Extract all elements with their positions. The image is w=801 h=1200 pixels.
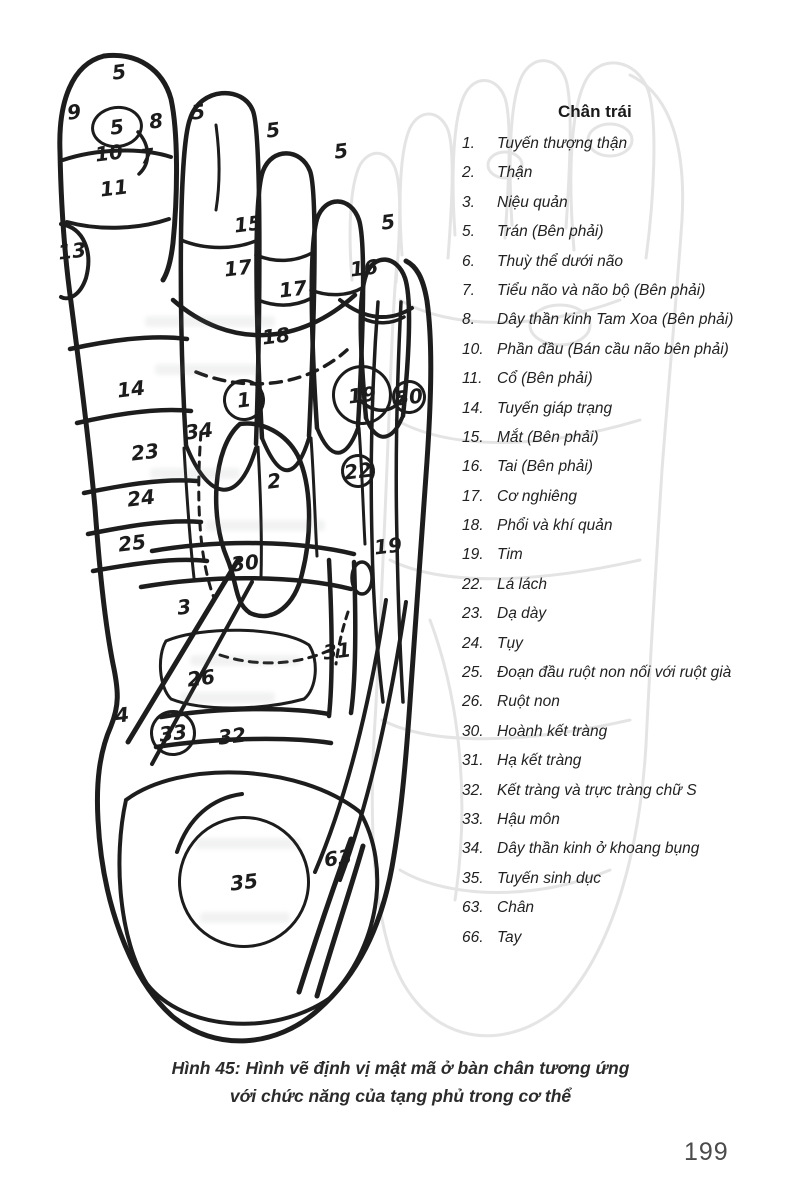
zone-number-label: 34: [183, 417, 215, 445]
legend-item-number: 2.: [462, 164, 475, 182]
zone-number-label: 3: [175, 594, 193, 620]
legend-item-label: Tuyến sinh dục: [497, 869, 601, 887]
legend-item: [462, 311, 801, 340]
zone-number-label: 25: [116, 529, 148, 557]
legend-item-label: Phổi và khí quản: [497, 517, 613, 535]
page-number: 199: [684, 1138, 729, 1166]
legend-item-number: 34.: [462, 840, 484, 858]
legend-item-number: 5.: [462, 223, 475, 241]
zone-number-label: 26: [185, 664, 217, 692]
legend-item-number: 30.: [462, 722, 484, 740]
legend-item-label: Tim: [497, 546, 523, 564]
legend-item-label: Cơ nghiêng: [497, 487, 578, 505]
zone-number-label: 1: [221, 377, 268, 424]
legend-item-label: Tay: [497, 928, 522, 946]
legend-item-number: 66.: [462, 928, 484, 946]
zone-number-label: 32: [216, 722, 248, 750]
legend-item: [462, 488, 801, 517]
legend-item-label: Hoành kết tràng: [497, 722, 608, 740]
legend-item-label: Cổ (Bên phải): [497, 370, 593, 388]
zone-number-label: 11: [98, 174, 130, 202]
zone-number-label: 13: [56, 237, 88, 265]
legend-item-number: 22.: [462, 575, 484, 593]
legend-item-number: 11.: [462, 370, 483, 388]
legend-item-label: Tụy: [497, 634, 523, 652]
legend-item-label: Niệu quản: [497, 193, 568, 211]
legend-title: Chân trái: [558, 102, 632, 121]
legend-item-number: 17.: [462, 487, 484, 505]
legend-item: [462, 811, 801, 840]
legend-item-label: Kết tràng và trực tràng chữ S: [497, 781, 697, 799]
legend-item: [462, 517, 801, 546]
legend-item: [462, 723, 801, 752]
legend-item-label: Dây thần kinh ở khoang bụng: [497, 840, 700, 858]
legend-item: [462, 253, 801, 282]
legend-item: [462, 370, 801, 399]
legend-item: [462, 870, 801, 899]
legend-item: [462, 341, 801, 370]
legend-item-number: 24.: [462, 634, 484, 652]
legend-item-number: 31.: [462, 752, 484, 770]
caption-line-1: Hình 45: Hình vẽ định vị mật mã ở bàn chân tương ứng: [171, 1058, 630, 1078]
zone-number-label: 5: [110, 59, 128, 85]
zone-number-label: 14: [115, 375, 147, 403]
legend-item-number: 25.: [462, 664, 484, 682]
legend-item-label: Phần đầu (Bán cầu não bên phải): [497, 340, 729, 358]
zone-number-label: 4: [113, 702, 131, 728]
legend-item-number: 35.: [462, 869, 484, 887]
legend-item-label: Tuyến giáp trạng: [497, 399, 613, 417]
zone-number-label: 5: [264, 117, 282, 143]
zone-number-label: 31: [321, 637, 353, 665]
legend: [462, 102, 801, 958]
legend-item-label: Chân: [497, 899, 535, 917]
zone-number-label: 24: [125, 484, 157, 512]
zone-number-label: 16: [348, 254, 380, 282]
zone-number-label: 5: [189, 99, 207, 125]
zone-number-label: 30: [229, 549, 261, 577]
zone-number-label: 9: [65, 99, 83, 125]
legend-item: [462, 635, 801, 664]
legend-item: [462, 693, 801, 722]
zone-number-label: 19: [329, 362, 396, 429]
legend-item: [462, 223, 801, 252]
zone-number-label: 8: [147, 108, 165, 134]
zone-number-label: 17: [222, 254, 254, 282]
legend-item-number: 26.: [462, 693, 484, 711]
zone-number-label: 5: [89, 103, 146, 151]
legend-item-number: 3.: [462, 193, 475, 211]
legend-item-label: Dây thần kinh Tam Xoa (Bên phải): [497, 311, 734, 329]
legend-item-label: Thuỳ thể dưới não: [497, 252, 624, 270]
legend-item-number: 14.: [462, 399, 484, 417]
legend-item-number: 33.: [462, 810, 484, 828]
legend-item-number: 63.: [462, 899, 484, 917]
legend-item-number: 10.: [462, 340, 484, 358]
figure-caption: [0, 1054, 801, 1110]
legend-list: [462, 135, 801, 958]
legend-item-number: 23.: [462, 605, 484, 623]
zone-number-label: 22: [339, 452, 377, 490]
legend-item-label: Hậu môn: [497, 810, 560, 828]
zone-number-label: 7: [138, 143, 156, 169]
legend-item-label: Ruột non: [497, 693, 560, 711]
legend-item-label: Tuyến thượng thận: [497, 135, 628, 152]
legend-item-number: 6.: [462, 252, 475, 270]
zone-number-label: 17: [277, 275, 309, 303]
zone-number-label: 23: [129, 438, 161, 466]
zone-number-label: 5: [379, 209, 397, 235]
legend-item: [462, 752, 801, 781]
zone-number-label: 35: [170, 808, 317, 955]
legend-item-number: 15.: [462, 428, 484, 446]
legend-item: [462, 576, 801, 605]
legend-item: [462, 840, 801, 869]
legend-item: [462, 282, 801, 311]
legend-item-number: 19.: [462, 546, 484, 564]
legend-item-label: Hạ kết tràng: [497, 752, 582, 770]
legend-item-number: 1.: [462, 135, 475, 152]
caption-line-2: với chức năng của tạng phủ trong cơ thể: [229, 1086, 572, 1106]
legend-item: [462, 605, 801, 634]
legend-item-label: Tiểu não và não bộ (Bên phải): [497, 281, 706, 299]
legend-item-label: Tai (Bên phải): [497, 458, 593, 476]
legend-item-number: 32.: [462, 781, 484, 799]
zone-number-label: 15: [232, 210, 264, 238]
legend-item: [462, 400, 801, 429]
zone-number-label: 5: [332, 138, 350, 164]
legend-item: [462, 135, 801, 164]
legend-item: [462, 458, 801, 487]
legend-item-label: Đoạn đầu ruột non nối với ruột già: [497, 664, 732, 682]
zone-number-label: 18: [260, 322, 292, 350]
legend-item: [462, 429, 801, 458]
zone-number-label: 10: [93, 139, 125, 167]
zone-number-label: 63: [322, 844, 354, 872]
legend-item: [462, 194, 801, 223]
legend-item: [462, 164, 801, 193]
legend-item-label: Lá lách: [497, 575, 547, 593]
legend-item-label: Mắt (Bên phải): [497, 428, 599, 446]
legend-item-number: 8.: [462, 311, 475, 329]
legend-item: [462, 899, 801, 928]
legend-item: [462, 929, 801, 958]
zone-number-label: 19: [372, 532, 404, 560]
legend-item: [462, 664, 801, 693]
legend-item-label: Dạ dày: [497, 605, 547, 623]
legend-item-number: 18.: [462, 517, 484, 535]
zone-number-label: 50: [390, 378, 428, 416]
zone-number-label: 2: [265, 468, 283, 494]
zone-number-label: 33: [147, 707, 198, 758]
legend-item-label: Trán (Bên phải): [497, 223, 604, 241]
legend-item-label: Thận: [497, 164, 533, 182]
legend-item: [462, 546, 801, 575]
legend-item-number: 16.: [462, 458, 484, 476]
legend-item-number: 7.: [462, 281, 475, 299]
legend-item: [462, 782, 801, 811]
